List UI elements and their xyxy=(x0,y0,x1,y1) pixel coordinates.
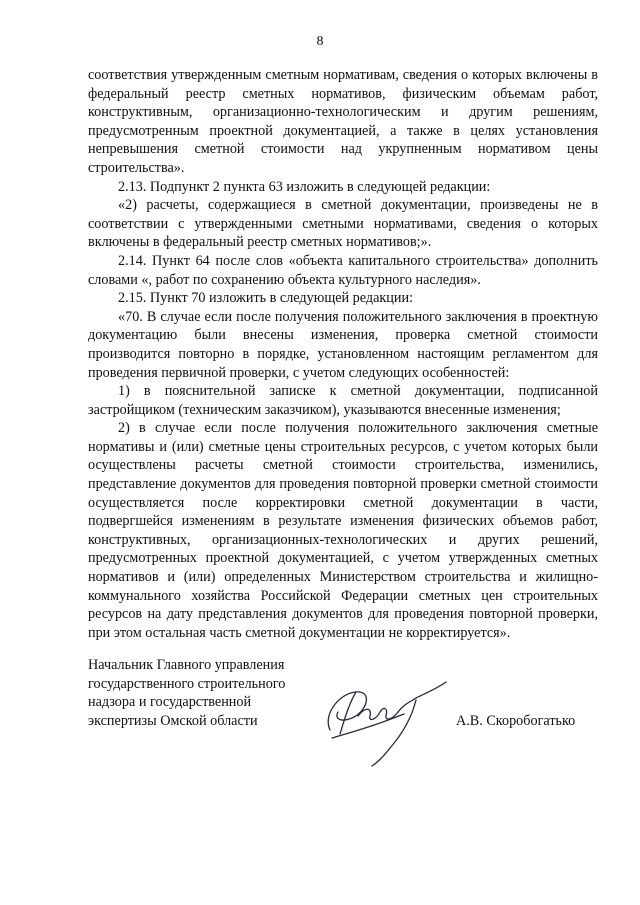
signatory-name: А.В. Скоробогатько xyxy=(456,713,576,729)
paragraph: 2.15. Пункт 70 изложить в следующей редакции: xyxy=(118,290,414,307)
paragraph: 2) в случае если после получения положительного заключения сметные нормативы и (или) сметные цены строительных ресурсов, с учетом которых были осуществлены расчеты сметной стоимости строительства, изменились, представление документов для проведения повторной проверки сметной стоимости осуществляется после корректировки сметной документации в части, подвергшейся изменениям в результате изменения физических объемов работ, конструктивных, организационных-технологических и других решений, предусмотренных проектной документацией, с учетом утвержденных сметных нормативов и (или) определенных Министерством строительства и жилищно-коммунального хозяйства Российской Федерации сметных цен строительных ресурсов на дату представления документов для проведения повторной проверки, при этом остальная часть сметной документации не корректируется». xyxy=(88,420,598,641)
position-line: государственного строительного xyxy=(88,675,286,692)
paragraph: 1) в пояснительной записке к сметной документации, подписанной застройщиком (техническим заказчиком), указываются внесенные изменения; xyxy=(88,383,598,418)
paragraph: соответствия утвержденным сметным нормативам, сведения о которых включены в федеральный реестр сметных нормативов, физическим объемам работ, конструктивным, организационно-технологическим и другим решениям, предусмотренным проектной документацией, а также в целях установления непревышения сметной стоимости над укрупненным нормативом цены строительства». xyxy=(88,67,598,176)
page-number: 8 xyxy=(316,34,324,49)
paragraph: 2.14. Пункт 64 после слов «объекта капитального строительства» дополнить словами «, работ по сохранению объекта культурного наследия». xyxy=(88,252,598,288)
document-body xyxy=(88,66,598,642)
position-line: экспертизы Омской области xyxy=(88,712,258,729)
handwritten-signature-icon xyxy=(312,668,462,768)
paragraph: «70. В случае если после получения положительного заключения в проектную документацию были внесены изменения, проверка сметной стоимости производится повторно в порядке, установленном настоящим регламентом для проведения первичной проверки, с учетом следующих особенностей: xyxy=(88,308,598,381)
paragraph: «2) расчеты, содержащиеся в сметной документации, произведены не в соответствии с утвержденными сметными нормативами, сведения о которых включены в федеральный реестр сметных нормативов;». xyxy=(88,197,598,251)
signatory-position xyxy=(88,656,348,730)
paragraph: 2.13. Подпункт 2 пункта 63 изложить в следующей редакции: xyxy=(118,178,491,195)
position-line: надзора и государственной xyxy=(88,694,252,711)
position-line: Начальник Главного управления xyxy=(88,657,285,673)
